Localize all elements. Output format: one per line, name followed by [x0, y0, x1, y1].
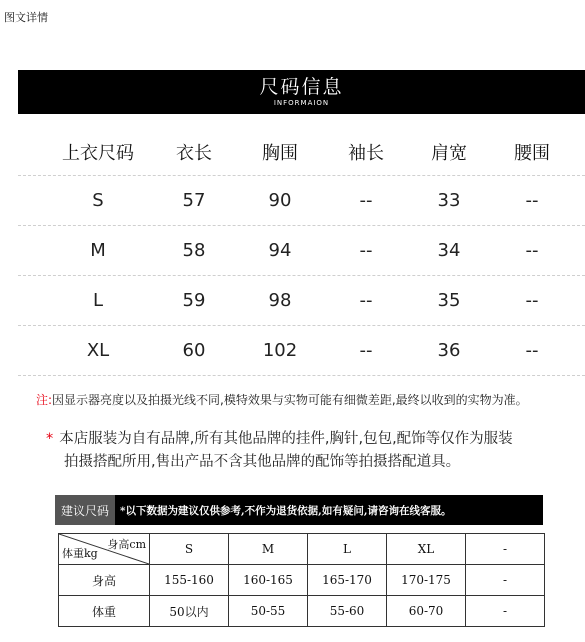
- banner-subtitle: INFORMAION: [273, 99, 330, 107]
- table-cell: 58: [182, 240, 206, 261]
- table-cell: 60-70: [387, 596, 466, 627]
- column-header: L: [308, 534, 387, 565]
- advice-text: *以下数据为建议仅供参考,不作为退货依据,如有疑问,请咨询在线客服。: [120, 504, 452, 517]
- display-disclaimer: [36, 391, 528, 408]
- header-cell: 衣长: [176, 142, 212, 164]
- header-cell: 胸围: [262, 142, 298, 164]
- table-cell: 94: [268, 240, 292, 261]
- advice-row-weight: [59, 596, 545, 627]
- table-cell: S: [92, 190, 104, 211]
- column-header: M: [229, 534, 308, 565]
- note-line-1: 本店服装为自有品牌,所有其他品牌的挂件,胸针,包包,配饰等仅作为服装: [59, 431, 513, 447]
- size-table-header: [18, 128, 585, 176]
- table-cell: 160-165: [229, 565, 308, 596]
- corner-top-label: 身高cm: [107, 538, 146, 551]
- table-cell: 170-175: [387, 565, 466, 596]
- advice-table: [58, 533, 545, 627]
- advice-header-row: [59, 534, 545, 565]
- table-cell: --: [359, 290, 373, 311]
- header-cell: 上衣尺码: [62, 142, 134, 164]
- table-cell: -: [466, 565, 545, 596]
- column-header: XL: [387, 534, 466, 565]
- table-cell: 36: [437, 340, 461, 361]
- table-cell: 102: [262, 340, 298, 361]
- advice-row-height: [59, 565, 545, 596]
- table-cell: 57: [182, 190, 206, 211]
- brand-disclaimer: [46, 428, 576, 474]
- size-info-banner: [18, 70, 585, 114]
- note-line-2: 拍摄搭配所用,售出产品不含其他品牌的配饰等拍摄搭配道具。: [64, 454, 461, 470]
- table-cell: 59: [182, 290, 206, 311]
- table-cell: --: [359, 240, 373, 261]
- table-cell: 165-170: [308, 565, 387, 596]
- table-cell: 33: [437, 190, 461, 211]
- page-label: 图文详情: [4, 11, 48, 24]
- table-cell: 90: [268, 190, 292, 211]
- advice-tag: 建议尺码: [55, 495, 115, 525]
- table-cell: 50-55: [229, 596, 308, 627]
- note-text: 因显示器亮度以及拍摄光线不同,模特效果与实物可能有细微差距,最终以收到的实物为准。: [52, 393, 528, 407]
- corner-cell: [59, 534, 150, 565]
- banner-title: 尺码信息: [259, 76, 344, 98]
- table-cell: 50以内: [150, 596, 229, 627]
- advice-bar: [55, 495, 543, 525]
- header-cell: 袖长: [348, 142, 384, 164]
- corner-bottom-label: 体重kg: [62, 547, 98, 560]
- table-cell: 155-160: [150, 565, 229, 596]
- table-cell: 34: [437, 240, 461, 261]
- table-cell: 60: [182, 340, 206, 361]
- column-header: S: [150, 534, 229, 565]
- table-cell: --: [525, 340, 539, 361]
- table-cell: 98: [268, 290, 292, 311]
- table-cell: --: [525, 240, 539, 261]
- row-label: 体重: [59, 596, 150, 627]
- row-label: 身高: [59, 565, 150, 596]
- table-cell: XL: [86, 340, 110, 361]
- table-cell: M: [90, 240, 106, 261]
- table-cell: --: [359, 190, 373, 211]
- table-cell: L: [92, 290, 104, 311]
- column-header: -: [466, 534, 545, 565]
- size-table: [18, 128, 585, 376]
- header-cell: 肩宽: [431, 142, 467, 164]
- table-cell: 55-60: [308, 596, 387, 627]
- size-table-row: [18, 226, 585, 276]
- table-cell: 35: [437, 290, 461, 311]
- note-prefix: 注:: [36, 393, 53, 407]
- asterisk-icon: *: [46, 431, 54, 447]
- table-cell: -: [466, 596, 545, 627]
- size-table-row: [18, 326, 585, 376]
- size-table-row: [18, 176, 585, 226]
- header-cell: 腰围: [514, 142, 550, 164]
- table-cell: --: [525, 290, 539, 311]
- size-table-row: [18, 276, 585, 326]
- table-cell: --: [359, 340, 373, 361]
- table-cell: --: [525, 190, 539, 211]
